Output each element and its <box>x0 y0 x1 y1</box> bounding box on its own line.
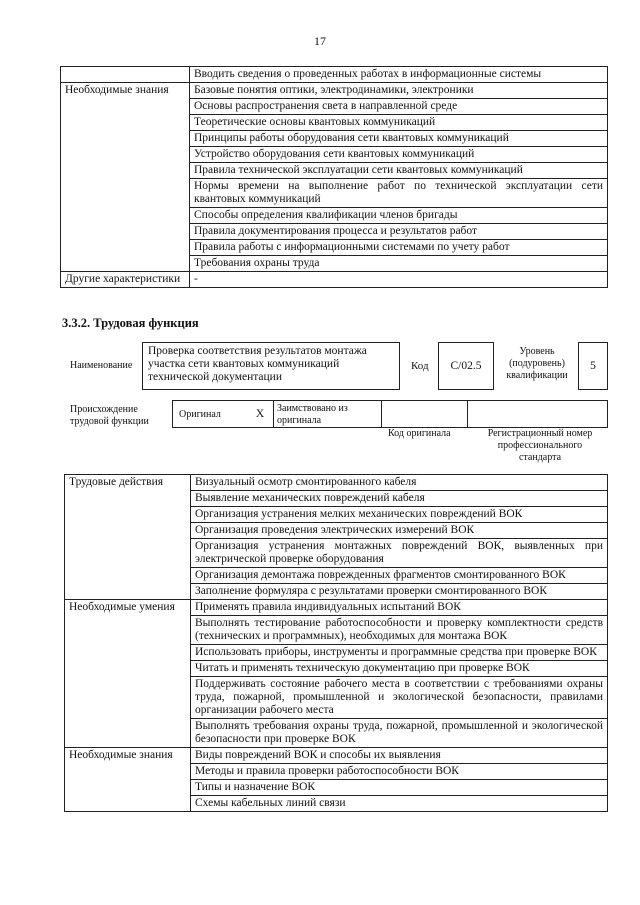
row-item: Виды повреждений ВОК и способы их выявления <box>191 748 608 764</box>
origin-row <box>172 400 608 428</box>
row-item: Организация проведения электрических измерений ВОК <box>191 523 608 539</box>
row-item: Основы распространения света в направленной среде <box>190 99 608 115</box>
code-value: С/02.5 <box>450 360 482 372</box>
table-row <box>61 83 608 99</box>
reg-number-cell <box>467 401 607 427</box>
row-item: Выполнять тестирование работоспособности и проверку комплектности средств (технических и программных), необходимых для монтажа ВОК <box>191 616 608 645</box>
row-item: Выполнять требования охраны труда, пожарной, промышленной и экологической безопасности при проверке ВОК <box>191 719 608 748</box>
row-item: Организация устранения монтажных повреждений ВОК, выявленных при электрической проверке оборудования <box>191 539 608 568</box>
row-item: Правила работы с информационными системами по учету работ <box>190 240 608 256</box>
borrowed-label: Заимствовано из оригинала <box>277 403 348 426</box>
origin-label: Происхождение трудовой функции <box>70 404 149 427</box>
row-category-label: Необходимые знания <box>61 83 190 272</box>
row-item: Выявление механических повреждений кабеля <box>191 491 608 507</box>
row-item: Устройство оборудования сети квантовых коммуникаций <box>190 147 608 163</box>
row-item: Читать и применять техническую документацию при проверке ВОК <box>191 661 608 677</box>
row-item: Вводить сведения о проведенных работах в информационные системы <box>190 67 608 83</box>
original-mark-cell <box>247 401 274 427</box>
row-category-label <box>61 67 190 83</box>
row-item: Методы и правила проверки работоспособности ВОК <box>191 764 608 780</box>
row-item: Схемы кабельных линий связи <box>191 796 608 812</box>
competency-table-continued <box>60 66 608 288</box>
original-cell <box>173 401 247 427</box>
level-label: Уровень (подуровень) квалификации <box>506 346 568 381</box>
level-box <box>578 342 608 390</box>
function-name: Проверка соответствия результатов монтажа участка сети квантовых коммуникаций технической документации <box>148 345 367 383</box>
reg-number-caption: Регистрационный номер профессионального стандарта <box>487 428 593 463</box>
row-category-label: Трудовые действия <box>65 475 191 600</box>
page-number: 17 <box>314 34 326 48</box>
row-item: Правила документирования процесса и результатов работ <box>190 224 608 240</box>
section-heading: 3.3.2. Трудовая функция <box>62 316 199 330</box>
row-item: Визуальный осмотр смонтированного кабеля <box>191 475 608 491</box>
row-category-label: Другие характеристики <box>61 272 190 288</box>
function-name-box <box>142 342 400 390</box>
code-box <box>438 342 494 390</box>
row-category-label: Необходимые знания <box>65 748 191 812</box>
row-item: Базовые понятия оптики, электродинамики, электроники <box>190 83 608 99</box>
level-value: 5 <box>590 360 596 372</box>
row-item: Типы и назначение ВОК <box>191 780 608 796</box>
row-item: Использовать приборы, инструменты и программные средства при проверке ВОК <box>191 645 608 661</box>
row-item: Правила технической эксплуатации сети квантовых коммуникаций <box>190 163 608 179</box>
row-item: Нормы времени на выполнение работ по технической эксплуатации сети квантовых коммуникаций <box>190 179 608 208</box>
original-label: Оригинал <box>179 409 221 420</box>
row-item: Поддерживать состояние рабочего места в соответствии с требованиями охраны труда, пожарной, промышленной и экологической безопасности, правилами организации рабочего места <box>191 677 608 719</box>
row-item: Теоретические основы квантовых коммуникаций <box>190 115 608 131</box>
row-item: Применять правила индивидуальных испытаний ВОК <box>191 600 608 616</box>
row-item: Заполнение формуляра с результатами проверки смонтированного ВОК <box>191 584 608 600</box>
borrowed-cell <box>273 401 382 427</box>
original-mark: Х <box>255 408 265 420</box>
row-item: Требования охраны труда <box>190 256 608 272</box>
code-label: Код <box>411 360 429 372</box>
original-code-cell <box>381 401 468 427</box>
row-item: Принципы работы оборудования сети квантовых коммуникаций <box>190 131 608 147</box>
labor-function-table <box>64 474 608 812</box>
table-row <box>61 67 608 83</box>
table-row <box>61 272 608 288</box>
name-label: Наименование <box>70 360 133 371</box>
row-item: Организация демонтажа поврежденных фрагментов смонтированного ВОК <box>191 568 608 584</box>
row-item: - <box>190 272 608 288</box>
table-row <box>65 475 608 491</box>
row-item: Способы определения квалификации членов бригады <box>190 208 608 224</box>
table-row <box>65 748 608 764</box>
row-item: Организация устранения мелких механических повреждений ВОК <box>191 507 608 523</box>
table-row <box>65 600 608 616</box>
original-code-caption: Код оригинала <box>388 428 451 439</box>
row-category-label: Необходимые умения <box>65 600 191 748</box>
